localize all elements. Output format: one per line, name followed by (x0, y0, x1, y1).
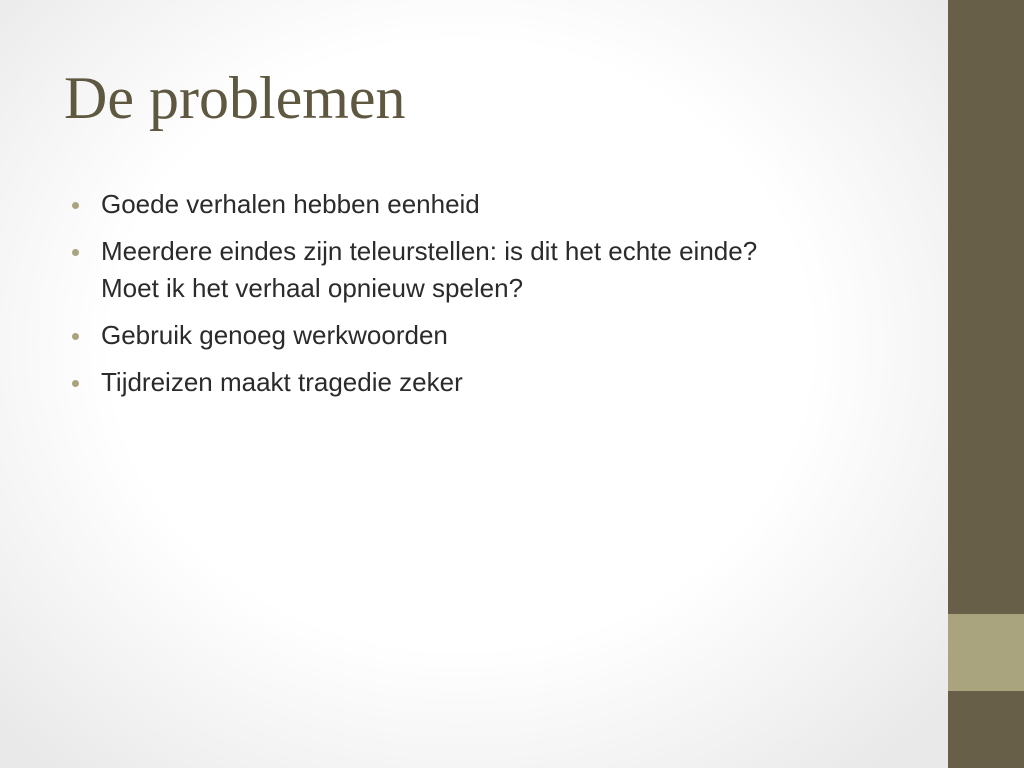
bullet-text: Tijdreizen maakt tragedie zeker (101, 367, 463, 397)
bullet-list (72, 186, 932, 411)
bullet-dot-icon (72, 202, 79, 209)
bullet-item (72, 186, 932, 223)
bullet-text-continued: Moet ik het verhaal opnieuw spelen? (101, 273, 524, 303)
bullet-item (72, 233, 932, 307)
bullet-item (72, 364, 932, 401)
bullet-text: Goede verhalen hebben eenheid (101, 189, 480, 219)
bullet-dot-icon (72, 380, 79, 387)
bullet-text: Meerdere eindes zijn teleurstellen: is dit het echte einde? (101, 236, 758, 266)
bullet-dot-icon (72, 249, 79, 256)
bullet-item (72, 317, 932, 354)
side-bar-accent (948, 614, 1024, 691)
bullet-dot-icon (72, 333, 79, 340)
slide-title: De problemen (64, 65, 406, 131)
bullet-text: Gebruik genoeg werkwoorden (101, 320, 448, 350)
